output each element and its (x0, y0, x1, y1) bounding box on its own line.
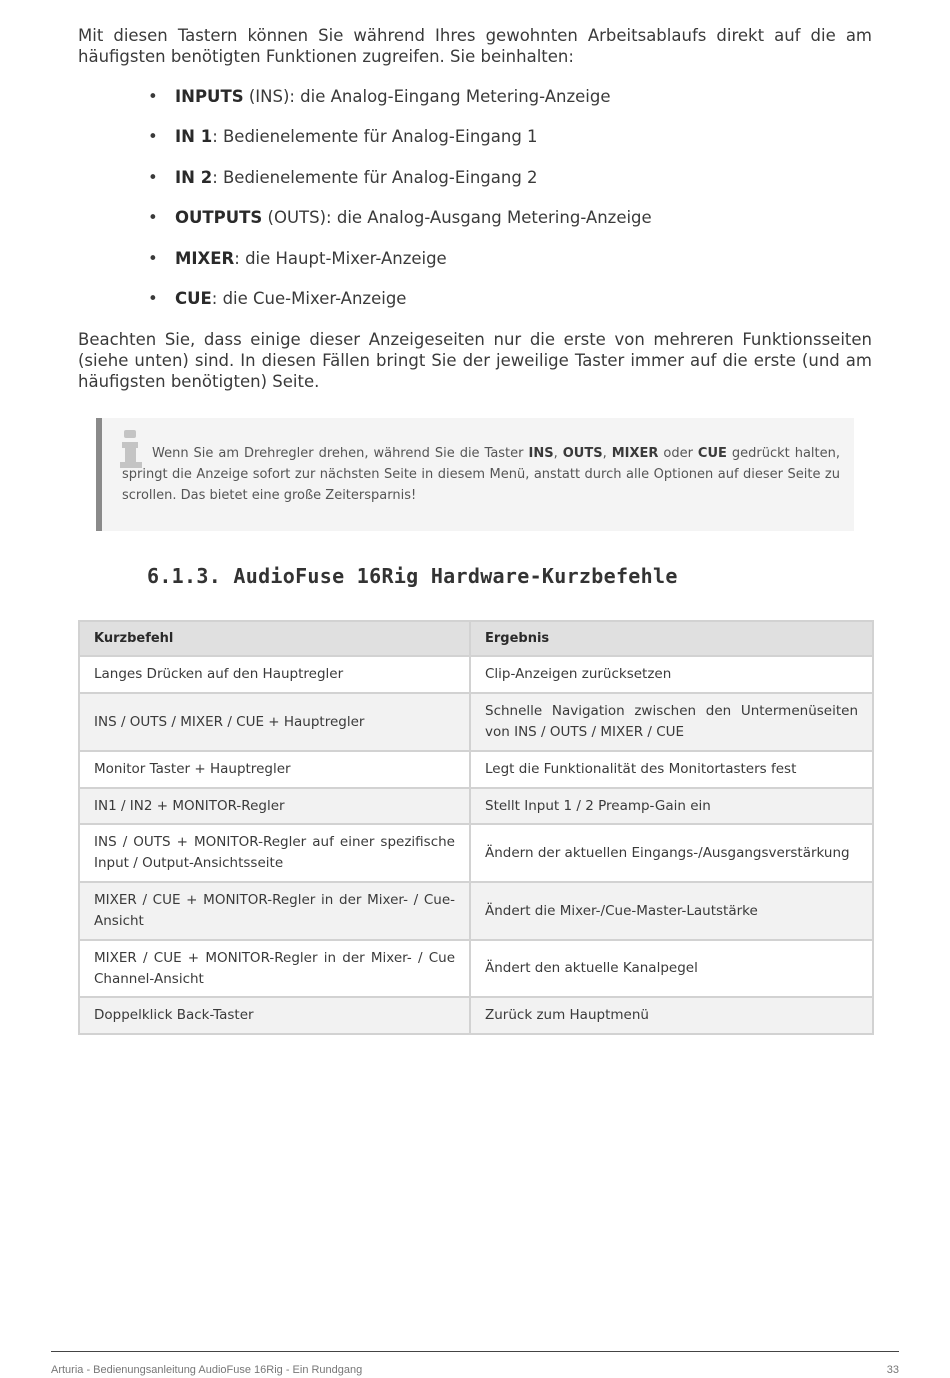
table-row (79, 693, 873, 751)
list-item-text: : Bedienelemente für Analog-Eingang 2 (212, 167, 538, 187)
intro-paragraph: Mit diesen Tastern können Sie während Ihres gewohnten Arbeitsablaufs direkt auf die am häufigsten benötigten Funktionen zugreifen. Sie beinhalten: (78, 26, 872, 66)
list-item-key: IN 1 (175, 127, 213, 147)
list-item-key: OUTPUTS (175, 208, 263, 228)
table-cell: Ändern der aktuellen Eingangs-/Ausgangsverstärkung (470, 824, 873, 882)
list-item-key: INPUTS (175, 87, 244, 106)
note-box (96, 418, 854, 531)
list-item (148, 86, 652, 126)
bullet-glyph: • (148, 127, 158, 147)
footer-divider (51, 1351, 899, 1352)
info-paragraph: Beachten Sie, dass einige dieser Anzeigeseiten nur die erste von mehreren Funktionsseiten (siehe unten) sind. In diesen Fällen bringt Sie der jeweilige Taster immer auf die erste (und am häufigsten benötigten) Seite. (78, 330, 872, 391)
page-number: 33 (886, 1364, 899, 1376)
list-item-key: IN 2 (175, 167, 213, 187)
table-cell: Zurück zum Hauptmenü (470, 997, 873, 1034)
list-item-text: : die Cue-Mixer-Anzeige (211, 288, 407, 308)
list-item-key: MIXER (175, 248, 235, 268)
shortcut-table (78, 620, 874, 1035)
table-row (79, 997, 873, 1034)
column-header-shortcut: Kurzbefehl (79, 621, 470, 656)
table-cell: INS / OUTS / MIXER / CUE + Hauptregler (79, 693, 470, 751)
list-item-text: (OUTS): die Analog-Ausgang Metering-Anzeige (262, 208, 652, 228)
table-cell: Doppelklick Back-Taster (79, 997, 470, 1034)
list-item-key: CUE (175, 288, 212, 308)
bullet-glyph: • (148, 208, 158, 228)
list-item (148, 248, 652, 288)
table-row (79, 940, 873, 997)
table-cell: INS / OUTS + MONITOR-Regler auf einer spezifische Input / Output-Ansichtsseite (79, 824, 470, 882)
list-item-text: (INS): die Analog-Eingang Metering-Anzeige (243, 87, 611, 106)
list-item (148, 126, 652, 166)
function-list (148, 86, 652, 328)
note-key-cue: CUE (697, 446, 727, 461)
table-cell: Langes Drücken auf den Hauptregler (79, 656, 470, 693)
table-header-row (79, 621, 873, 656)
table-cell: Ändert die Mixer-/Cue-Master-Lautstärke (470, 882, 873, 940)
section-heading: 6.1.3. AudioFuse 16Rig Hardware-Kurzbefehle (147, 564, 678, 588)
bullet-glyph: • (148, 87, 158, 106)
note-key-ins: INS (528, 446, 554, 461)
table-cell: MIXER / CUE + MONITOR-Regler in der Mixer- / Cue Channel-Ansicht (79, 940, 470, 997)
note-key-outs: OUTS (562, 446, 603, 461)
table-cell: Stellt Input 1 / 2 Preamp-Gain ein (470, 788, 873, 824)
table-row (79, 656, 873, 693)
table-cell: IN1 / IN2 + MONITOR-Regler (79, 788, 470, 824)
bullet-glyph: • (148, 167, 158, 187)
table-cell: Monitor Taster + Hauptregler (79, 751, 470, 788)
note-text: Wenn Sie am Drehregler drehen, während Sie die Taster INS, OUTS, MIXER oder CUE gedrückt halten, springt die Anzeige sofort zur nächsten Seite in diesem Menü, anstatt durch alle Optionen auf dieser Seite zu scrollen. Das bietet eine große Zeitersparnis! (122, 446, 841, 503)
note-key-mixer: MIXER (611, 446, 659, 461)
list-item (148, 207, 652, 247)
table-cell: Schnelle Navigation zwischen den Untermenüseiten von INS / OUTS / MIXER / CUE (470, 693, 873, 751)
bullet-glyph: • (148, 248, 158, 268)
table-cell: Clip-Anzeigen zurücksetzen (470, 656, 873, 693)
column-header-result: Ergebnis (470, 621, 873, 656)
list-item-text: : Bedienelemente für Analog-Eingang 1 (212, 127, 538, 147)
table-row (79, 824, 873, 882)
table-cell: MIXER / CUE + MONITOR-Regler in der Mixer- / Cue-Ansicht (79, 882, 470, 940)
bullet-glyph: • (148, 288, 158, 308)
list-item (148, 167, 652, 207)
table-row (79, 751, 873, 788)
table-row (79, 788, 873, 824)
table-row (79, 882, 873, 940)
list-item-text: : die Haupt-Mixer-Anzeige (234, 248, 447, 268)
table-cell: Legt die Funktionalität des Monitortasters fest (470, 751, 873, 788)
footer-title: Arturia - Bedienungsanleitung AudioFuse 16Rig - Ein Rundgang (51, 1364, 363, 1376)
list-item (148, 288, 652, 328)
table-cell: Ändert den aktuelle Kanalpegel (470, 940, 873, 997)
